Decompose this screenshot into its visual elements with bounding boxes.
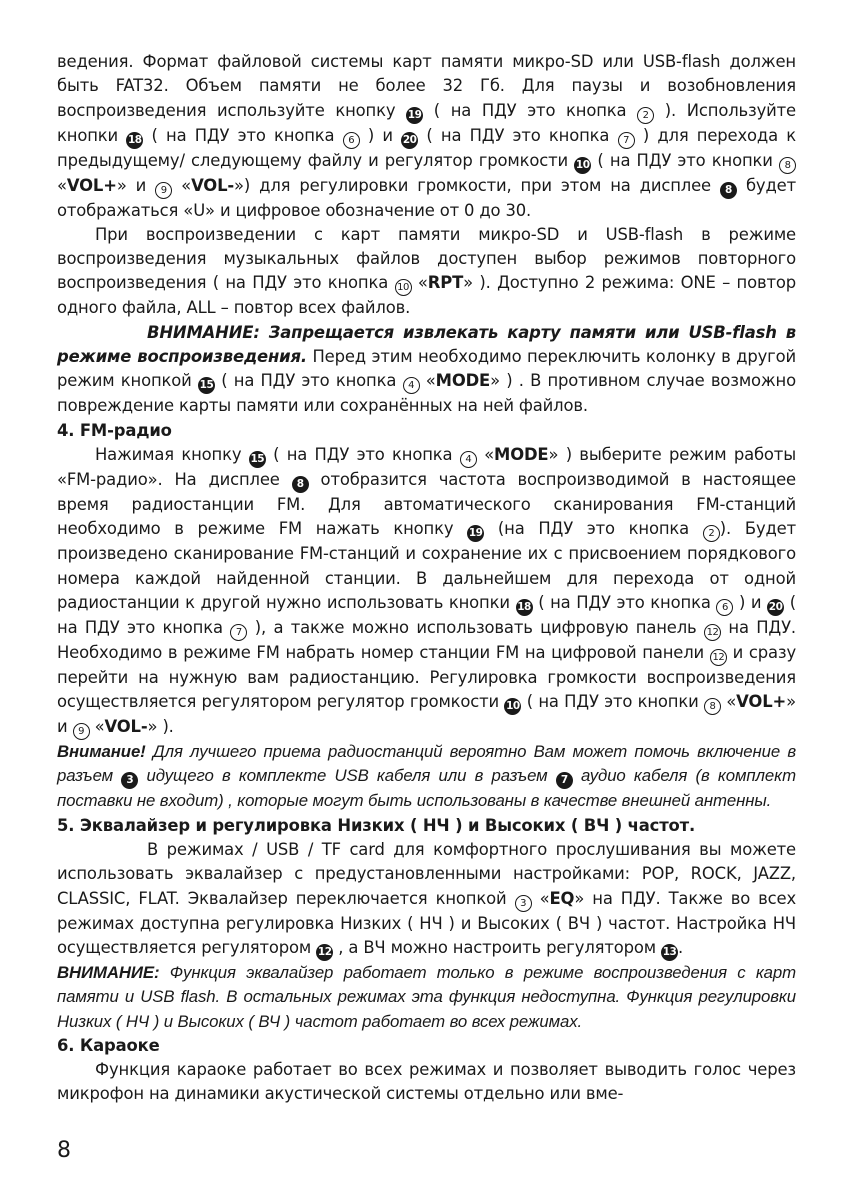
remote-ref-8: 8 [779, 157, 796, 174]
remote-ref-3: 3 [515, 895, 532, 912]
button-ref-18: 18 [126, 132, 143, 149]
button-ref-15: 15 [198, 377, 215, 394]
remote-ref-6: 6 [343, 132, 360, 149]
button-ref-7: 7 [556, 772, 573, 789]
button-ref-8: 8 [292, 476, 309, 493]
button-ref-15: 15 [249, 451, 266, 468]
remote-ref-7: 7 [618, 132, 635, 149]
remote-ref-2: 2 [637, 107, 654, 124]
paragraph-eq-warning: ВНИМАНИЕ: Функция эквалайзер работает только в режиме воспроизведения с карт памяти и USB flash. В остальных режимах эта функция недоступна. Функция регулировки Низких ( НЧ ) и Высоких ( ВЧ ) частот работает во всех режимах. [57, 962, 796, 1031]
remote-ref-12: 12 [710, 649, 727, 666]
remote-ref-10: 10 [395, 279, 412, 296]
button-ref-12: 12 [316, 944, 333, 961]
paragraph-antenna-note: Внимание! Для лучшего приема радиостанций вероятно Вам может помочь включение в разъем 3 идущего в комплекте USB кабеля или в разъем 7 аудио кабеля (в комплект поставки не входит) , которые могут быть использованы в качестве внешней антенны. [57, 742, 796, 811]
paragraph-karaoke: Функция караоке работает во всех режимах и позволяет выводить голос через микрофон на динамики акустической системы отдельно или вме- [57, 1060, 796, 1104]
button-ref-19: 19 [406, 107, 423, 124]
remote-ref-9: 9 [155, 182, 172, 199]
remote-ref-2: 2 [703, 525, 720, 542]
button-ref-10: 10 [504, 698, 521, 715]
button-ref-8: 8 [720, 182, 737, 199]
button-ref-19: 19 [467, 525, 484, 542]
paragraph-equalizer: В режимах / USB / TF card для комфортного прослушивания вы можете использовать эквалайзер с предустановленными настройками: POP, ROCK, JAZZ, CLASSIC, FLAT. Эквалайзер переключается кнопкой 3 «EQ» на ПДУ. Также во всех режимах доступна регулировка Низких ( НЧ ) и Высоких ( ВЧ ) частот. Настройка НЧ осуществляется регулятором 12 , а ВЧ можно настроить регулятором 13 . [57, 838, 796, 961]
section-heading-karaoke: 6. Караоке [57, 1035, 160, 1055]
remote-ref-4: 4 [460, 451, 477, 468]
paragraph-fm-radio: Нажимая кнопку 15 ( на ПДУ это кнопка 4 «MODE» ) выберите режим работы «FM-радио». На дисплее 8 отобразится частота воспроизводимой в настоящее время радиостанции FM. Для автоматического сканирования FM-станций необходимо в режиме FM нажать кнопку 19 (на ПДУ это кнопка 2 ). Будет произведено сканирование FM-станций и сохранение их с присвоением порядкового номера каждой найденной станции. В дальнейшем для перехода от одной радиостанции к другой нужно использовать кнопки 18 ( на ПДУ это кнопка 6 ) и 20 ( на ПДУ это кнопка 7 ), а также можно использовать цифровую панель 12 на ПДУ. Необходимо в режиме FM набрать номер станции FM на цифровой панели 12 и сразу перейти на нужную вам радиостанцию. Регулировка громкости воспроизведения осуществляется регулятором регулятор громкости 10 ( на ПДУ это кнопки 8 «VOL+» и 9 «VOL-» ). [57, 443, 796, 740]
section-heading-fm: 4. FM-радио [57, 420, 172, 440]
remote-ref-12: 12 [704, 624, 721, 641]
section-heading-eq: 5. Эквалайзер и регулировка Низких ( НЧ ) и Высоких ( ВЧ ) частот. [57, 815, 696, 835]
remote-ref-4: 4 [403, 377, 420, 394]
button-ref-13: 13 [661, 944, 678, 961]
page-content [57, 50, 796, 1107]
remote-ref-8: 8 [704, 698, 721, 715]
button-ref-3: 3 [121, 772, 138, 789]
paragraph-repeat-modes: При воспроизведении с карт памяти микро-SD и USB-flash в режиме воспроизведения музыкальных файлов доступен выбор режимов повторного воспроизведения ( на ПДУ это кнопка 10 «RPT» ). Доступно 2 режима: ONE – повтор одного файла, ALL – повтор всех файлов. [57, 224, 796, 318]
remote-ref-7: 7 [230, 624, 247, 641]
button-ref-10: 10 [574, 157, 591, 174]
remote-ref-9: 9 [73, 723, 90, 740]
remote-ref-6: 6 [716, 599, 733, 616]
page-number: 8 [57, 1138, 71, 1163]
button-ref-20: 20 [401, 132, 418, 149]
button-ref-20: 20 [767, 599, 784, 616]
paragraph-warning-card: ВНИМАНИЕ: Запрещается извлекать карту памяти или USB-flash в режиме воспроизведения. Перед этим необходимо переключить колонку в другой режим кнопкой 15 ( на ПДУ это кнопка 4 «MODE» ) . В противном случае возможно повреждение карты памяти или сохранённых на ней файлов. [57, 322, 796, 416]
paragraph-format-info: ведения. Формат файловой системы карт памяти микро-SD или USB-flash должен быть FAT32. Объем памяти не более 32 Гб. Для паузы и возобновления воспроизведения используйте кнопку 19 ( на ПДУ это кнопка 2 ). Используйте кнопки 18 ( на ПДУ это кнопка 6 ) и 20 ( на ПДУ это кнопка 7 ) для перехода к предыдущему/ следующему файлу и регулятор громкости 10 ( на ПДУ это кнопки 8 «VOL+» и 9 «VOL-») для регулировки громкости, при этом на дисплее 8 будет отображаться «U» и цифровое обозначение от 0 до 30. [57, 52, 796, 220]
button-ref-18: 18 [516, 599, 533, 616]
